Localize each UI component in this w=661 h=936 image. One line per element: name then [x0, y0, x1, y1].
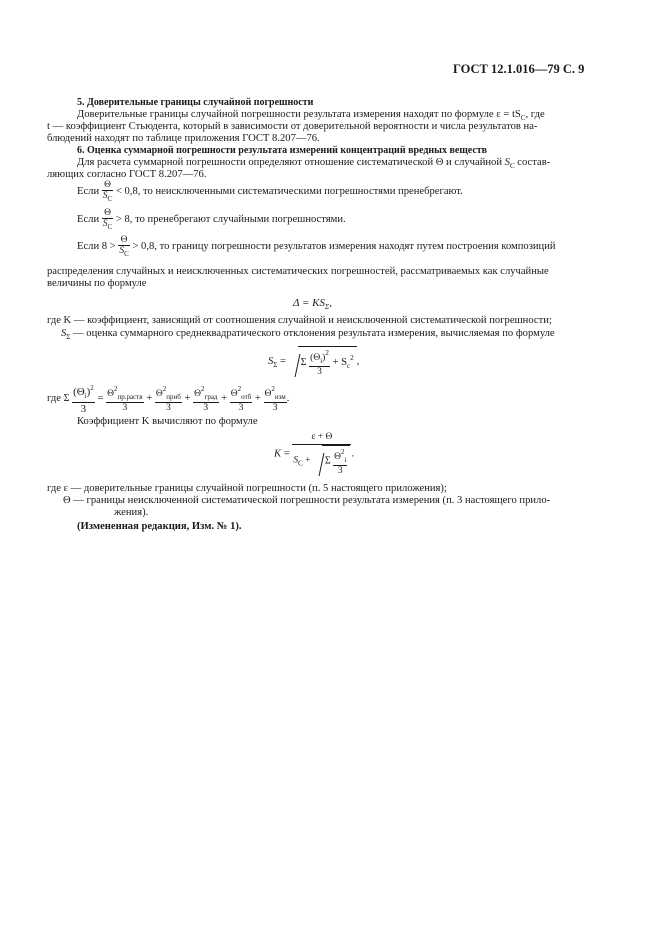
theta-sum-formula: где Σ $\frac{(\Theta_i)^2}{3}$ = $\frac{\Theta^2_{пр.раств}}{3}$ + $\frac{\Theta^2_{приб}}{3}$ + $\frac{\Theta^2_{град}}{3}$ + $\frac{\Theta^2_{отб}}{3}$ + $\frac{\Theta^2_{изм}}{3}$ .: [47, 384, 290, 415]
section-6-line-2: ляющих согласно ГОСТ 8.207—76.: [47, 169, 207, 180]
section-5-line-1-text: Доверительные границы случайной погрешности результата измерения находят по формуле ε = tS: [77, 109, 521, 120]
where-epsilon-line: где ε — доверительные границы случайной погрешности (п. 5 настоящего приложения);: [47, 483, 447, 494]
condition-1: [77, 178, 463, 206]
inner-fraction: $\frac{\Theta^2_i}{3}$: [334, 448, 347, 476]
theta-device-fraction: $\frac{\Theta^2_{приб}}{3}$: [155, 385, 181, 413]
square-root: Σ $\frac{\Theta^2_i}{3}$: [313, 445, 351, 476]
section-6-line-1-text: Для расчета суммарной погрешности определяют отношение систематической Θ и случайной: [77, 157, 502, 168]
fraction-denominator: $S_C$: [119, 245, 129, 258]
theta-over-s-fraction: [118, 235, 129, 259]
section-5-heading: 5. Доверительные границы случайной погрешности: [77, 97, 314, 108]
theta-calibration-fraction: $\frac{\Theta^2_{град}}{3}$: [194, 385, 218, 413]
revision-note: (Измененная редакция, Изм. № 1).: [77, 521, 242, 532]
where-theta-line: Θ — границы неисключенной систематической погрешности результата измерения (п. 3 настоящего прило-: [63, 495, 551, 506]
k-formula: K = ε + Θ $S_C + \Sigma$ $\frac{\Theta^2_i}{3}$ .: [274, 432, 355, 476]
theta-measurement-fraction: $\frac{\Theta^2_{изм}}{3}$: [264, 385, 286, 413]
theta-over-s-fraction: [102, 180, 113, 204]
k-fraction: ε + Θ $S_C + \Sigma$ $\frac{\Theta^2_i}{3}$: [292, 432, 351, 476]
condition-2-post: > 8, то пренебрегают случайными погрешностями.: [115, 214, 346, 225]
section-6-heading: 6. Оценка суммарной погрешности результата измерений концентраций вредных веществ: [77, 145, 488, 156]
condition-2: [77, 206, 346, 234]
s-sigma-formula: $S_\Sigma = \Sigma$ $\frac{(\Theta_i)^2}{3}$ + $S_c^2$ ,: [268, 346, 359, 377]
condition-3-post: > 0,8, то границу погрешности результатов измерения находят путем построения композиций: [132, 241, 556, 252]
condition-1-pre: Если: [77, 186, 100, 197]
paragraph-line-1: распределения случайных и неисключенных систематических погрешностей, рассматриваемых как случайные: [47, 266, 549, 277]
coefficient-text: Коэффициент K вычисляют по формуле: [77, 416, 258, 427]
theta-solution-fraction: $\frac{\Theta^2_{пр.раств}}{3}$: [107, 385, 143, 413]
where-s-line: $S_\Sigma$ — оценка суммарного среднеквадратического отклонения результата измерения, вычисляемая по формуле: [61, 328, 555, 341]
where-k-line: где K — коэффициент, зависящий от соотношения случайной и неисключенной систематической погрешности;: [47, 315, 552, 326]
condition-1-post: < 0,8, то неисключенными систематическими погрешностями пренебрегают.: [115, 186, 463, 197]
fraction-numerator: Θ: [102, 180, 113, 191]
paragraph-line-2: величины по формуле: [47, 278, 147, 289]
sub-c: C: [509, 162, 515, 170]
theta-over-s-fraction: [102, 208, 113, 232]
section-5-line-2: t — коэффициент Стьюдента, который в зависимости от доверительной вероятности и числа результатов на-: [47, 121, 538, 132]
condition-2-pre: Если: [77, 214, 100, 225]
gde-label: где: [47, 392, 61, 404]
fraction-numerator: Θ: [102, 208, 113, 219]
condition-3-pre: Если 8 >: [77, 241, 116, 252]
delta-formula: $\Delta = KS_\Sigma$,: [293, 297, 332, 311]
where-theta-line-2: жения).: [114, 507, 149, 518]
fraction-numerator: Θ: [118, 235, 129, 246]
theta-i-fraction: $\frac{(\Theta_i)^2}{3}$: [73, 384, 94, 415]
square-root: Σ $\frac{(\Theta_i)^2}{3}$ + $S_c^2$: [289, 346, 357, 377]
s-symbol: S: [504, 157, 510, 168]
section-5-line-3: блюдений находят по таблице приложения ГОСТ 8.207—76.: [47, 133, 320, 144]
sum-fraction: $\frac{(\Theta_i)^2}{3}$: [310, 349, 329, 377]
section-6-line-1-end: состав-: [517, 157, 551, 168]
condition-3: [77, 233, 556, 261]
page-header: ГОСТ 12.1.016—79 С. 9: [453, 62, 585, 76]
theta-sampling-fraction: $\frac{\Theta^2_{отб}}{3}$: [230, 385, 252, 413]
fraction-denominator: $S_C$: [102, 190, 113, 203]
sub-c: C: [520, 114, 526, 122]
fraction-denominator: $S_C$: [102, 218, 113, 231]
section-5-line-1-end: , где: [525, 109, 545, 120]
